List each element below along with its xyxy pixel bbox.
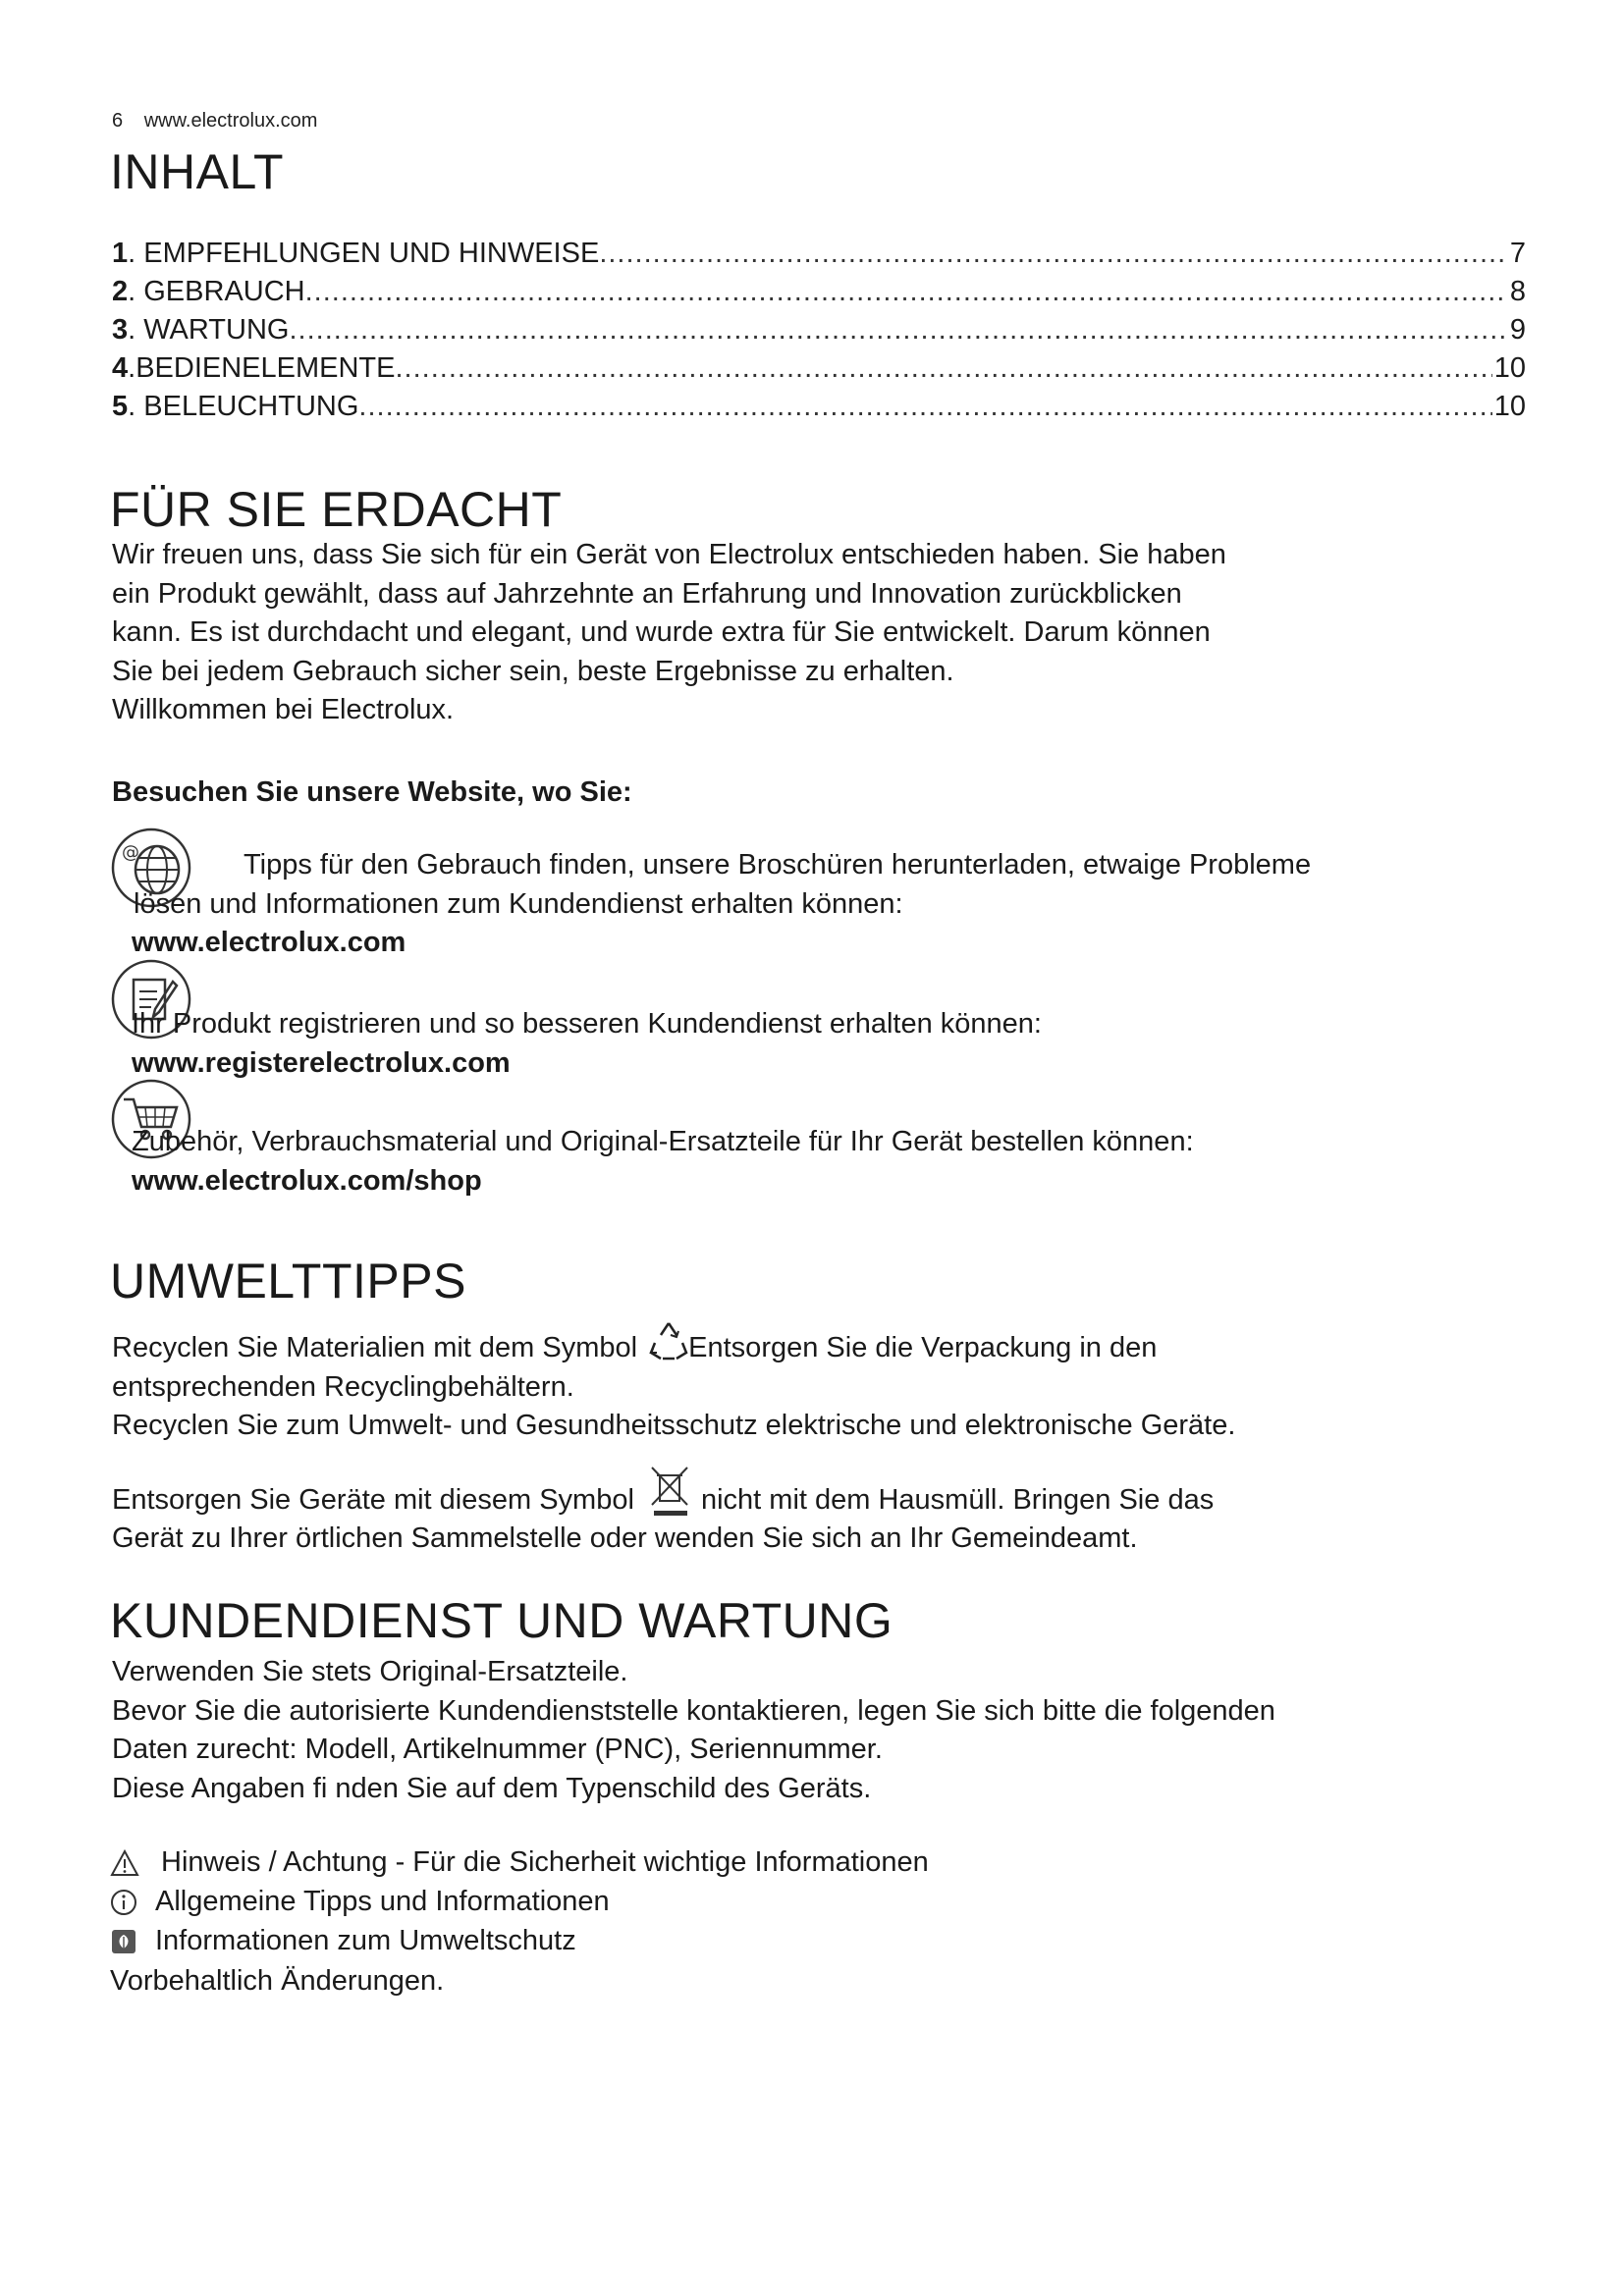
toc-page: 10 [1493,352,1526,384]
symbol-legend [110,1843,1524,2001]
toc-item[interactable] [112,388,1526,426]
toc-leader [395,349,1491,388]
environment-line-part: nicht mit dem Hausmüll. Bringen Sie das [700,1483,1215,1516]
intro-line: Willkommen bei Electrolux. [112,694,455,725]
site-url: www.electrolux.com [143,110,318,132]
table-of-contents [112,235,1526,426]
website-item-tips [112,846,1526,963]
toc-number: 5 [112,391,129,422]
legend-item [110,1843,1524,1883]
intro-line: Sie bei jedem Gebrauch sicher sein, beste Ergebnisse zu erhalten. [112,655,954,687]
toc-label: . BELEUCHTUNG [128,391,359,422]
service-line: Daten zurecht: Modell, Artikelnummer (PNC), Seriennummer. [112,1734,883,1765]
toc-label: . GEBRAUCH [128,276,305,307]
toc-item[interactable] [112,273,1526,311]
toc-item[interactable] [112,311,1526,349]
toc-leader [305,273,1508,311]
toc-number: 4 [112,352,129,384]
environment-line: entsprechenden Recyclingbehältern. [112,1370,574,1403]
website-item-line: Ihr Produkt registrieren und so besseren Kundendienst erhalten können: [132,1008,1042,1040]
environment-text [112,1319,1526,1559]
page-header [112,110,317,133]
toc-label: . WARTUNG [128,314,290,346]
website-item-line: Zubehör, Verbrauchsmaterial und Original-Ersatzteile für Ihr Gerät bestellen können: [132,1126,1194,1157]
website-item-register [112,1005,1526,1083]
environment-title: UMWELTTIPPS [110,1254,466,1308]
service-title: KUNDENDIENST UND WARTUNG [110,1593,893,1648]
environment-line: Gerät zu Ihrer örtlichen Sammelstelle oder wenden Sie sich an Ihr Gemeindeamt. [112,1522,1138,1554]
toc-page: 7 [1509,238,1526,269]
toc-leader [599,235,1508,273]
service-text [112,1653,1526,1808]
service-line: Verwenden Sie stets Original-Ersatzteile. [112,1656,628,1687]
legend-text: Allgemeine Tipps und Informationen [155,1886,610,1918]
service-line: Diese Angaben fi nden Sie auf dem Typenschild des Geräts. [112,1772,872,1804]
intro-text [112,536,1526,730]
toc-item[interactable] [112,349,1526,388]
contents-title: INHALT [110,144,285,199]
toc-label: .BEDIENELEMENTE [128,352,396,384]
toc-leader [289,311,1507,349]
service-line: Bevor Sie die autorisierte Kundendienststelle kontaktieren, legen Sie sich bitte die folgenden [112,1694,1275,1727]
svg-text:@: @ [122,842,139,863]
warning-triangle-icon [110,1849,139,1877]
website-item-line: Tipps für den Gebrauch finden, unsere Broschüren herunterladen, etwaige Probleme [244,849,1312,881]
shop-link[interactable]: www.electrolux.com/shop [132,1164,482,1197]
toc-number: 1 [112,238,129,269]
toc-number: 2 [112,276,129,307]
info-circle-icon [110,1889,137,1916]
toc-page: 9 [1509,314,1526,346]
environment-line-part: Recyclen Sie Materialien mit dem Symbol [112,1332,638,1363]
environment-line-part: Entsorgen Sie die Verpackung in den [688,1332,1158,1363]
intro-title: FÜR SIE ERDACHT [110,482,563,537]
intro-line: ein Produkt gewählt, dass auf Jahrzehnte an Erfahrung und Innovation zurückblicken [112,577,1182,610]
legend-text: Informationen zum Umweltschutz [155,1925,576,1957]
recycle-icon [649,1319,688,1362]
toc-number: 3 [112,314,129,346]
register-link[interactable]: www.registerelectrolux.com [132,1046,511,1079]
website-heading: Besuchen Sie unsere Website, wo Sie: [112,776,632,808]
legend-item [110,1883,1524,1922]
page-number: 6 [112,110,124,132]
toc-item[interactable] [112,235,1526,273]
environment-line [112,1464,1526,1521]
website-item-shop [112,1123,1526,1201]
intro-line: Wir freuen uns, dass Sie sich für ein Gerät von Electrolux entschieden haben. Sie haben [112,539,1226,570]
environment-line: Recyclen Sie zum Umwelt- und Gesundheitsschutz elektrische und elektronische Geräte. [112,1410,1236,1441]
website-item-line: lösen und Informationen zum Kundendienst erhalten können: [134,887,903,920]
crossed-bin-icon [648,1464,693,1519]
intro-line: kann. Es ist durchdacht und elegant, und wurde extra für Sie entwickelt. Darum können [112,616,1211,648]
environment-line-part: Entsorgen Sie Geräte mit diesem Symbol [112,1483,634,1516]
toc-leader [358,388,1491,426]
legend-text: Hinweis / Achtung - Für die Sicherheit wichtige Informationen [161,1846,929,1879]
legend-item [110,1922,1524,1961]
toc-page: 8 [1509,276,1526,307]
environment-line [112,1319,1526,1368]
toc-page: 10 [1493,391,1526,422]
footer-note: Vorbehaltlich Änderungen. [110,1965,445,1997]
environment-leaf-icon [110,1928,137,1955]
electrolux-link[interactable]: www.electrolux.com [132,927,406,958]
toc-label: . EMPFEHLUNGEN UND HINWEISE [128,238,600,269]
